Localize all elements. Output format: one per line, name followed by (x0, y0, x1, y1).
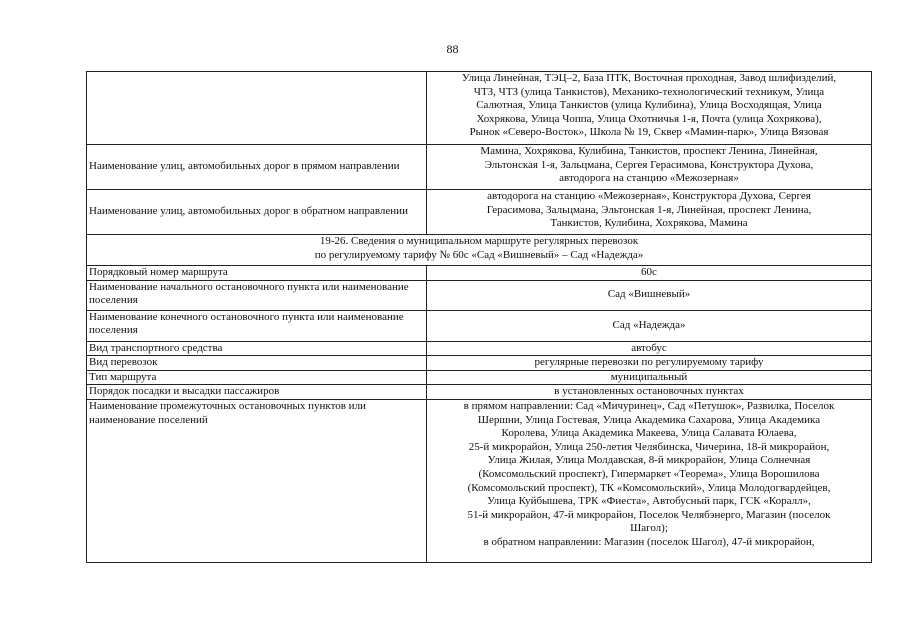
table-row (87, 145, 872, 190)
page-number: 88 (446, 42, 459, 56)
text-line: Танкистов, Кулибина, Хохрякова, Мамина (550, 217, 748, 230)
row-label: Порядок посадки и высадки пассажиров (87, 385, 427, 400)
row-label: Порядковый номер маршрута (87, 266, 427, 281)
section-heading (87, 235, 872, 266)
row-label (87, 72, 427, 145)
route-info-table (86, 71, 872, 563)
text-line: в обратном направлении: Магазин (поселок Шагол), 47-й микрорайон, (483, 535, 815, 548)
section-title-line: 19-26. Сведения о муниципальном маршруте регулярных перевозок (319, 235, 639, 247)
text-line: (Комсомольский проспект), Гипермаркет «Теорема», Улица Ворошилова (478, 467, 820, 480)
text-line: Улица Жилая, Улица Молдавская, 8-й микрорайон, Улица Солнечная (487, 454, 811, 467)
row-value (427, 72, 872, 145)
row-value: в установленных остановочных пунктах (427, 385, 872, 400)
table-row (87, 356, 872, 371)
text-line: Герасимова, Зальцмана, Эльтонская 1-я, Линейная, проспект Ленина, (486, 203, 812, 216)
text-line: автодорога на станцию «Межозерная» (559, 172, 739, 185)
table-row (87, 280, 872, 310)
text-line: Салютная, Улица Танкистов (улица Кулибина), Улица Восходящая, Улица (476, 99, 822, 112)
row-value: муниципальный (427, 370, 872, 385)
text-line: автодорога на станцию «Межозерная», Конструктора Духова, Сергея (487, 190, 811, 202)
row-value: Сад «Надежда» (427, 310, 872, 341)
text-line: Рынок «Северо-Восток», Школа № 19, Сквер «Мамин-парк», Улица Вязовая (469, 126, 829, 139)
text-line: в прямом направлении: Сад «Мичуринец», Сад «Петушок», Развилка, Поселок (463, 399, 835, 412)
text-line: Эльтонская 1-я, Зальцмана, Сергея Герасимова, Конструктора Духова, (484, 158, 814, 171)
row-label: Наименование конечного остановочного пункта или наименование поселения (87, 310, 427, 341)
section-title-line: по регулируемому тарифу № 60с «Сад «Вишневый» – Сад «Надежда» (314, 248, 644, 261)
row-value: 60с (427, 266, 872, 281)
text-line: 51-й микрорайон, 47-й микрорайон, Поселок Челябэнерго, Магазин (поселок (467, 508, 831, 521)
row-value (427, 399, 872, 562)
row-value (427, 190, 872, 235)
table-row (87, 385, 872, 400)
row-value (427, 145, 872, 190)
row-label: Наименование улиц, автомобильных дорог в прямом направлении (87, 145, 427, 190)
text-line: Улица Линейная, ТЭЦ–2, База ПТК, Восточная проходная, Завод шлифизделий, (461, 72, 837, 84)
row-label: Наименование начального остановочного пункта или наименование поселения (87, 280, 427, 310)
table-row (87, 341, 872, 356)
table-row (87, 399, 872, 562)
text-line: ЧТЗ, ЧТЗ (улица Танкистов), Механико-технологический техникум, Улица (473, 85, 825, 98)
row-value: автобус (427, 341, 872, 356)
text-line: Шершни, Улица Гостевая, Улица Академика Сахарова, Улица Академика (477, 413, 821, 426)
row-label: Вид перевозок (87, 356, 427, 371)
table-row (87, 370, 872, 385)
text-line: 25-й микрорайон, Улица 250-летия Челябинска, Чичерина, 18-й микрорайон, (468, 440, 830, 453)
table-row (87, 266, 872, 281)
row-label: Тип маршрута (87, 370, 427, 385)
text-line: Королева, Улица Академика Макеева, Улица Салавата Юлаева, (501, 427, 797, 440)
text-line: Хохрякова, Улица Чоппа, Улица Охотничья 1-я, Почта (улица Хохрякова), (476, 112, 822, 125)
section-heading-row (87, 235, 872, 266)
text-line: (Комсомольский проспект), ТК «Комсомольский», Улица Молодогвардейцев, (467, 481, 831, 494)
row-label: Наименование улиц, автомобильных дорог в обратном направлении (87, 190, 427, 235)
table-row (87, 310, 872, 341)
row-label: Вид транспортного средства (87, 341, 427, 356)
table-row (87, 190, 872, 235)
row-label: Наименование промежуточных остановочных пунктов или наименование поселений (87, 399, 427, 562)
text-line: Шагол); (630, 522, 668, 535)
row-value: Сад «Вишневый» (427, 280, 872, 310)
text-line: Улица Куйбышева, ТРК «Фиеста», Автобусный парк, ГСК «Коралл», (487, 495, 811, 508)
table-row (87, 72, 872, 145)
text-line: Мамина, Хохрякова, Кулибина, Танкистов, проспект Ленина, Линейная, (480, 145, 818, 157)
row-value: регулярные перевозки по регулируемому тарифу (427, 356, 872, 371)
